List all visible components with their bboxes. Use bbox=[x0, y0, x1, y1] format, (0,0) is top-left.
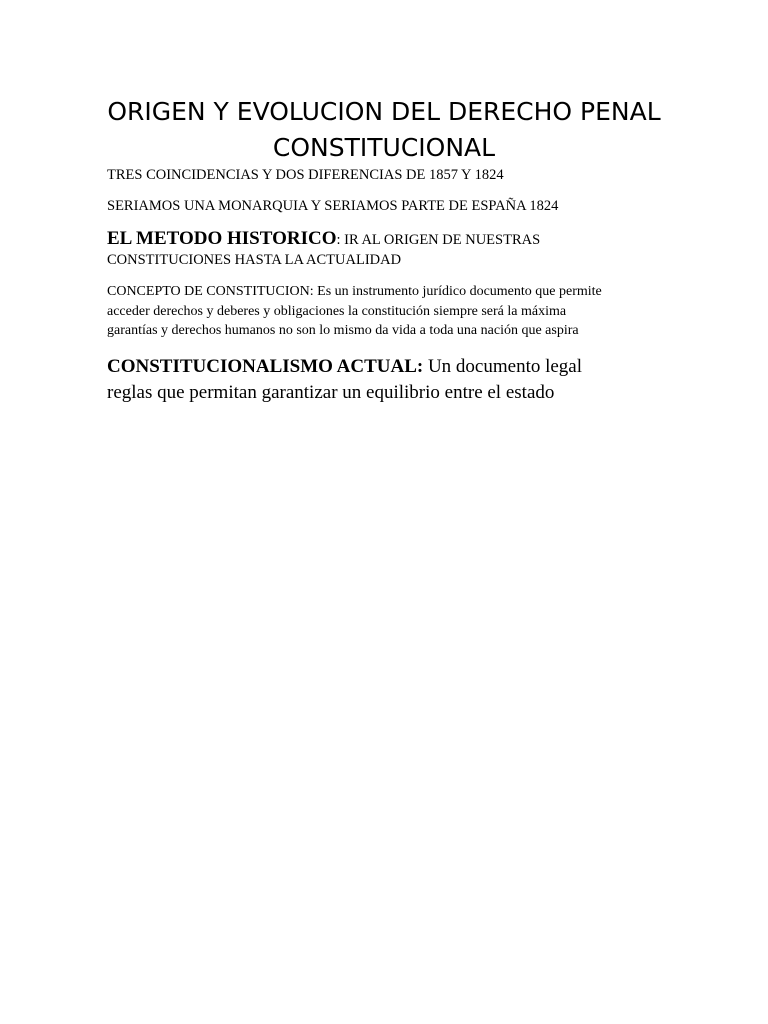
page-title bbox=[60, 94, 708, 166]
constitucionalismo-text-1: Un documento legal bbox=[423, 356, 583, 377]
paragraph-coincidencias: TRES COINCIDENCIAS Y DOS DIFERENCIAS DE 1857 Y 1824 bbox=[107, 167, 504, 183]
paragraph-monarquia: SERIAMOS UNA MONARQUIA Y SERIAMOS PARTE DE ESPAÑA 1824 bbox=[107, 198, 559, 214]
paragraph-constitucionalismo-actual bbox=[107, 354, 667, 406]
metodo-historico-text-1: : IR AL ORIGEN DE NUESTRAS bbox=[336, 232, 541, 248]
paragraph-concepto-constitucion bbox=[107, 282, 667, 341]
paragraph-metodo-historico bbox=[107, 228, 667, 270]
metodo-historico-text-2: CONSTITUCIONES HASTA LA ACTUALIDAD bbox=[107, 252, 402, 268]
metodo-historico-heading: EL METODO HISTORICO bbox=[107, 228, 337, 249]
title-line-1: ORIGEN Y EVOLUCION DEL DERECHO PENAL bbox=[107, 97, 661, 126]
concepto-line-3: garantías y derechos humanos no son lo mismo da vida a toda una nación que aspira bbox=[107, 323, 579, 338]
constitucionalismo-heading: CONSTITUCIONALISMO ACTUAL: bbox=[107, 356, 424, 377]
concepto-line-1: CONCEPTO DE CONSTITUCION: Es un instrumento jurídico documento que permite bbox=[107, 284, 602, 299]
concepto-line-2: acceder derechos y deberes y obligaciones la constitución siempre será la máxima bbox=[107, 303, 567, 319]
constitucionalismo-text-2: reglas que permitan garantizar un equilibrio entre el estado bbox=[107, 382, 555, 403]
title-line-2: CONSTITUCIONAL bbox=[272, 133, 496, 162]
